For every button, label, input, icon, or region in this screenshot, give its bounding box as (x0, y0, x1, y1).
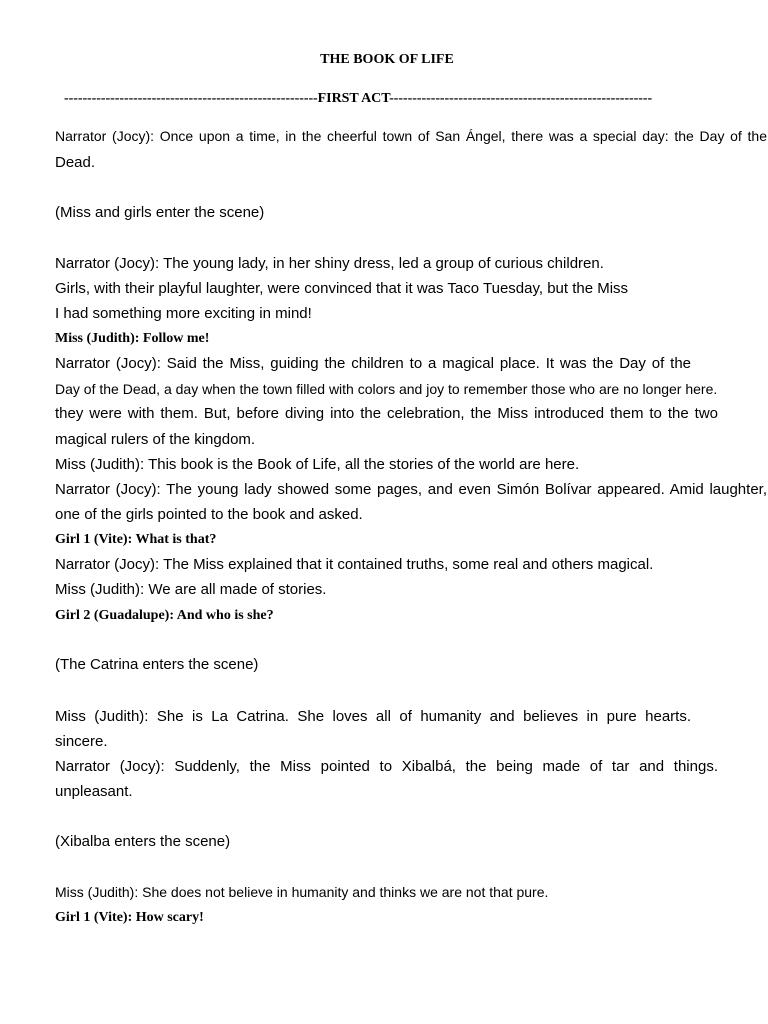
script-line: Day of the Dead, a day when the town filled with colors and joy to remember those who are no longer here. (55, 381, 718, 397)
dialogue-line: sincere. (55, 733, 108, 750)
dialogue-line: Miss (Judith): Follow me! (55, 331, 210, 346)
script-line: Narrator (Jocy): The young lady, in her shiny dress, led a group of curious children. (55, 255, 604, 272)
script-line: Narrator (Jocy): The young lady showed some pages, and even Simón Bolívar appeared. Amid laughter, (55, 481, 767, 498)
script-line: they were with them. But, before diving into the celebration, the Miss introduced them to the two (55, 405, 718, 422)
stage-direction: (Xibalba enters the scene) (55, 833, 231, 850)
script-line: Narrator (Jocy): Once upon a time, in the cheerful town of San Ángel, there was a special day: the Day of the (55, 128, 767, 144)
script-line: unpleasant. (55, 783, 133, 800)
dialogue-line: Miss (Judith): This book is the Book of Life, all the stories of the world are here. (55, 456, 580, 473)
script-line: magical rulers of the kingdom. (55, 431, 256, 448)
script-line: one of the girls pointed to the book and asked. (55, 506, 363, 523)
script-line: Girls, with their playful laughter, were convinced that it was Taco Tuesday, but the Miss (55, 280, 629, 297)
dialogue-line: Girl 1 (Vite): How scary! (55, 910, 204, 925)
script-line: I had something more exciting in mind! (55, 305, 312, 322)
stage-direction: (Miss and girls enter the scene) (55, 204, 265, 221)
script-line: Narrator (Jocy): Said the Miss, guiding the children to a magical place. It was the Day of the (55, 355, 691, 372)
stage-direction: (The Catrina enters the scene) (55, 656, 259, 673)
script-line: Dead. (55, 154, 96, 171)
dialogue-line: Miss (Judith): She does not believe in humanity and thinks we are not that pure. (55, 884, 549, 900)
script-line: Narrator (Jocy): Suddenly, the Miss pointed to Xibalbá, the being made of tar and things. (55, 758, 718, 775)
document-title: THE BOOK OF LIFE (320, 52, 454, 67)
dialogue-line: Miss (Judith): We are all made of stories. (55, 581, 327, 598)
dialogue-line: Girl 1 (Vite): What is that? (55, 532, 217, 547)
script-line: Narrator (Jocy): The Miss explained that it contained truths, some real and others magical. (55, 556, 654, 573)
dialogue-line: Girl 2 (Guadalupe): And who is she? (55, 608, 274, 623)
act-heading: -------------------------------------------------------FIRST ACT--------------------------------------------------------- (64, 91, 653, 106)
dialogue-line: Miss (Judith): She is La Catrina. She loves all of humanity and believes in pure hearts. (55, 708, 691, 725)
